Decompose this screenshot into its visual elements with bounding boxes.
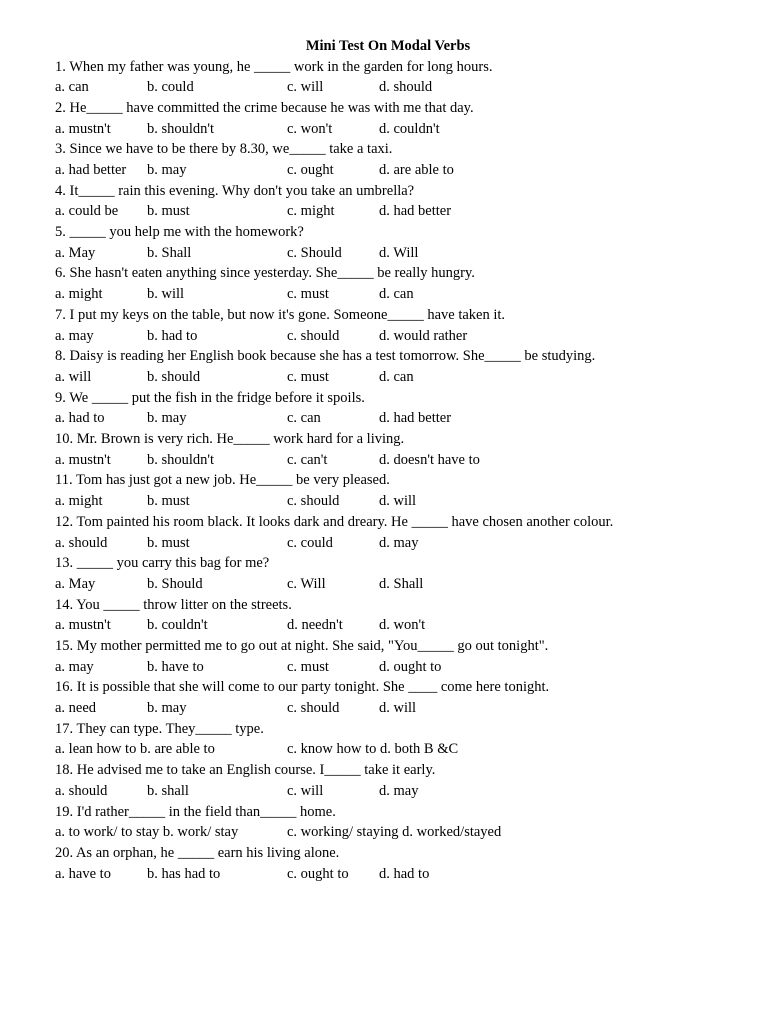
option-a: a. may xyxy=(55,658,94,675)
option-c: c. must xyxy=(287,286,329,303)
answer-options xyxy=(55,119,735,140)
question-list xyxy=(55,57,735,885)
option-d: d. are able to xyxy=(379,161,454,178)
option-d: d. ought to xyxy=(379,658,442,675)
option-b: b. shall xyxy=(147,782,189,799)
question-text: 5. _____ you help me with the homework? xyxy=(55,224,304,241)
option-d: d. can xyxy=(379,368,414,385)
option-d: d. doesn't have to xyxy=(379,451,480,468)
option-b: b. Should xyxy=(147,575,203,592)
option-b: b. Shall xyxy=(147,244,192,261)
option-a: a. could be xyxy=(55,203,119,220)
option-a: a. should xyxy=(55,534,108,551)
question-text: 1. When my father was young, he _____ work in the garden for long hours. xyxy=(55,58,493,75)
option-a: a. lean how to b. are able to xyxy=(55,741,215,758)
option-a: a. had to xyxy=(55,410,105,427)
answer-options xyxy=(55,864,735,885)
question-text: 15. My mother permitted me to go out at night. She said, "You_____ go out tonight". xyxy=(55,637,549,654)
question-text: 19. I'd rather_____ in the field than_____ home. xyxy=(55,803,336,820)
question-text: 12. Tom painted his room black. It looks dark and dreary. He _____ have chosen another colour. xyxy=(55,513,614,530)
question-text: 3. Since we have to be there by 8.30, we_____ take a taxi. xyxy=(55,141,393,158)
option-c: c. will xyxy=(287,782,324,799)
option-d: d. can xyxy=(379,286,414,303)
option-c: c. Will xyxy=(287,575,326,592)
answer-options xyxy=(55,201,735,222)
question-text: 6. She hasn't eaten anything since yesterday. She_____ be really hungry. xyxy=(55,265,475,282)
option-b: b. must xyxy=(147,493,190,510)
answer-options xyxy=(55,822,735,843)
option-b: b. couldn't xyxy=(147,617,208,634)
question-text: 20. As an orphan, he _____ earn his living alone. xyxy=(55,844,340,861)
answer-options xyxy=(55,781,735,802)
question-text: 7. I put my keys on the table, but now it's gone. Someone_____ have taken it. xyxy=(55,306,506,323)
answer-options xyxy=(55,698,735,719)
option-d: d. had to xyxy=(379,865,430,882)
option-d: d. will xyxy=(379,493,417,510)
option-c: c. can't xyxy=(287,451,328,468)
option-c: c. will xyxy=(287,79,324,96)
question-text: 4. It_____ rain this evening. Why don't you take an umbrella? xyxy=(55,182,415,199)
option-d: d. will xyxy=(379,700,417,717)
option-b: b. may xyxy=(147,700,187,717)
option-b: b. have to xyxy=(147,658,204,675)
question-text: 9. We _____ put the fish in the fridge before it spoils. xyxy=(55,389,365,406)
option-a: a. to work/ to stay b. work/ stay xyxy=(55,824,239,841)
page-title: Mini Test On Modal Verbs xyxy=(305,38,471,54)
option-b: b. may xyxy=(147,410,187,427)
answer-options xyxy=(55,533,735,554)
question-text: 14. You _____ throw litter on the streets. xyxy=(55,596,292,613)
option-d: d. Will xyxy=(379,244,419,261)
option-b: b. shouldn't xyxy=(147,120,215,137)
question-text: 8. Daisy is reading her English book because she has a test tomorrow. She_____ be studying. xyxy=(55,348,596,365)
answer-options xyxy=(55,243,735,264)
option-b: b. had to xyxy=(147,327,198,344)
answer-options xyxy=(55,739,735,760)
option-a: a. May xyxy=(55,575,96,592)
option-a: a. mustn't xyxy=(55,120,111,137)
question-text: 16. It is possible that she will come to our party tonight. She ____ come here tonight. xyxy=(55,679,550,696)
question-text: 17. They can type. They_____ type. xyxy=(55,720,264,737)
option-c: c. might xyxy=(287,203,335,220)
option-c: c. must xyxy=(287,658,329,675)
answer-options xyxy=(55,450,735,471)
option-d: d. couldn't xyxy=(379,120,440,137)
option-b: b. shouldn't xyxy=(147,451,215,468)
answer-options xyxy=(55,615,735,636)
question-text: 18. He advised me to take an English course. I_____ take it early. xyxy=(55,762,436,779)
option-a: a. mustn't xyxy=(55,451,111,468)
answer-options xyxy=(55,491,735,512)
option-b: b. must xyxy=(147,534,190,551)
option-a: a. might xyxy=(55,493,103,510)
option-b: b. must xyxy=(147,203,190,220)
option-c: c. should xyxy=(287,327,340,344)
option-d: d. would rather xyxy=(379,327,468,344)
option-a: a. will xyxy=(55,368,92,385)
option-c: c. ought xyxy=(287,161,334,178)
option-d: d. Shall xyxy=(379,575,424,592)
option-a: a. might xyxy=(55,286,103,303)
question-text: 11. Tom has just got a new job. He_____ be very pleased. xyxy=(55,472,390,489)
option-c: c. can xyxy=(287,410,321,427)
option-a: a. have to xyxy=(55,865,111,882)
option-c: d. needn't xyxy=(287,617,343,634)
answer-options xyxy=(55,77,735,98)
option-c: c. must xyxy=(287,368,329,385)
question-text: 10. Mr. Brown is very rich. He_____ work hard for a living. xyxy=(55,431,405,448)
option-b: b. has had to xyxy=(147,865,221,882)
option-c: c. won't xyxy=(287,120,333,137)
answer-options xyxy=(55,326,735,347)
option-c: c. Should xyxy=(287,244,342,261)
option-d: d. should xyxy=(379,79,433,96)
option-d: d. may xyxy=(379,782,419,799)
option-c: c. ought to xyxy=(287,865,349,882)
option-c: c. working/ staying d. worked/stayed xyxy=(287,824,502,841)
option-d: d. had better xyxy=(379,410,452,427)
answer-options xyxy=(55,160,735,181)
option-d: d. may xyxy=(379,534,419,551)
answer-options xyxy=(55,657,735,678)
option-b: b. may xyxy=(147,161,187,178)
question-text: 2. He_____ have committed the crime because he was with me that day. xyxy=(55,99,474,116)
option-c: c. could xyxy=(287,534,333,551)
option-a: a. may xyxy=(55,327,94,344)
option-d: d. had better xyxy=(379,203,452,220)
answer-options xyxy=(55,408,735,429)
option-a: a. should xyxy=(55,782,108,799)
option-a: a. can xyxy=(55,79,89,96)
answer-options xyxy=(55,367,735,388)
option-c: c. should xyxy=(287,493,340,510)
option-a: a. had better xyxy=(55,161,127,178)
option-c: c. should xyxy=(287,700,340,717)
option-a: a. mustn't xyxy=(55,617,111,634)
option-d: d. won't xyxy=(379,617,426,634)
question-text: 13. _____ you carry this bag for me? xyxy=(55,555,270,572)
option-a: a. May xyxy=(55,244,96,261)
option-b: b. will xyxy=(147,286,185,303)
option-a: a. need xyxy=(55,700,97,717)
option-b: b. could xyxy=(147,79,194,96)
answer-options xyxy=(55,284,735,305)
answer-options xyxy=(55,574,735,595)
option-c: c. know how to d. both B &C xyxy=(287,741,459,758)
option-b: b. should xyxy=(147,368,201,385)
